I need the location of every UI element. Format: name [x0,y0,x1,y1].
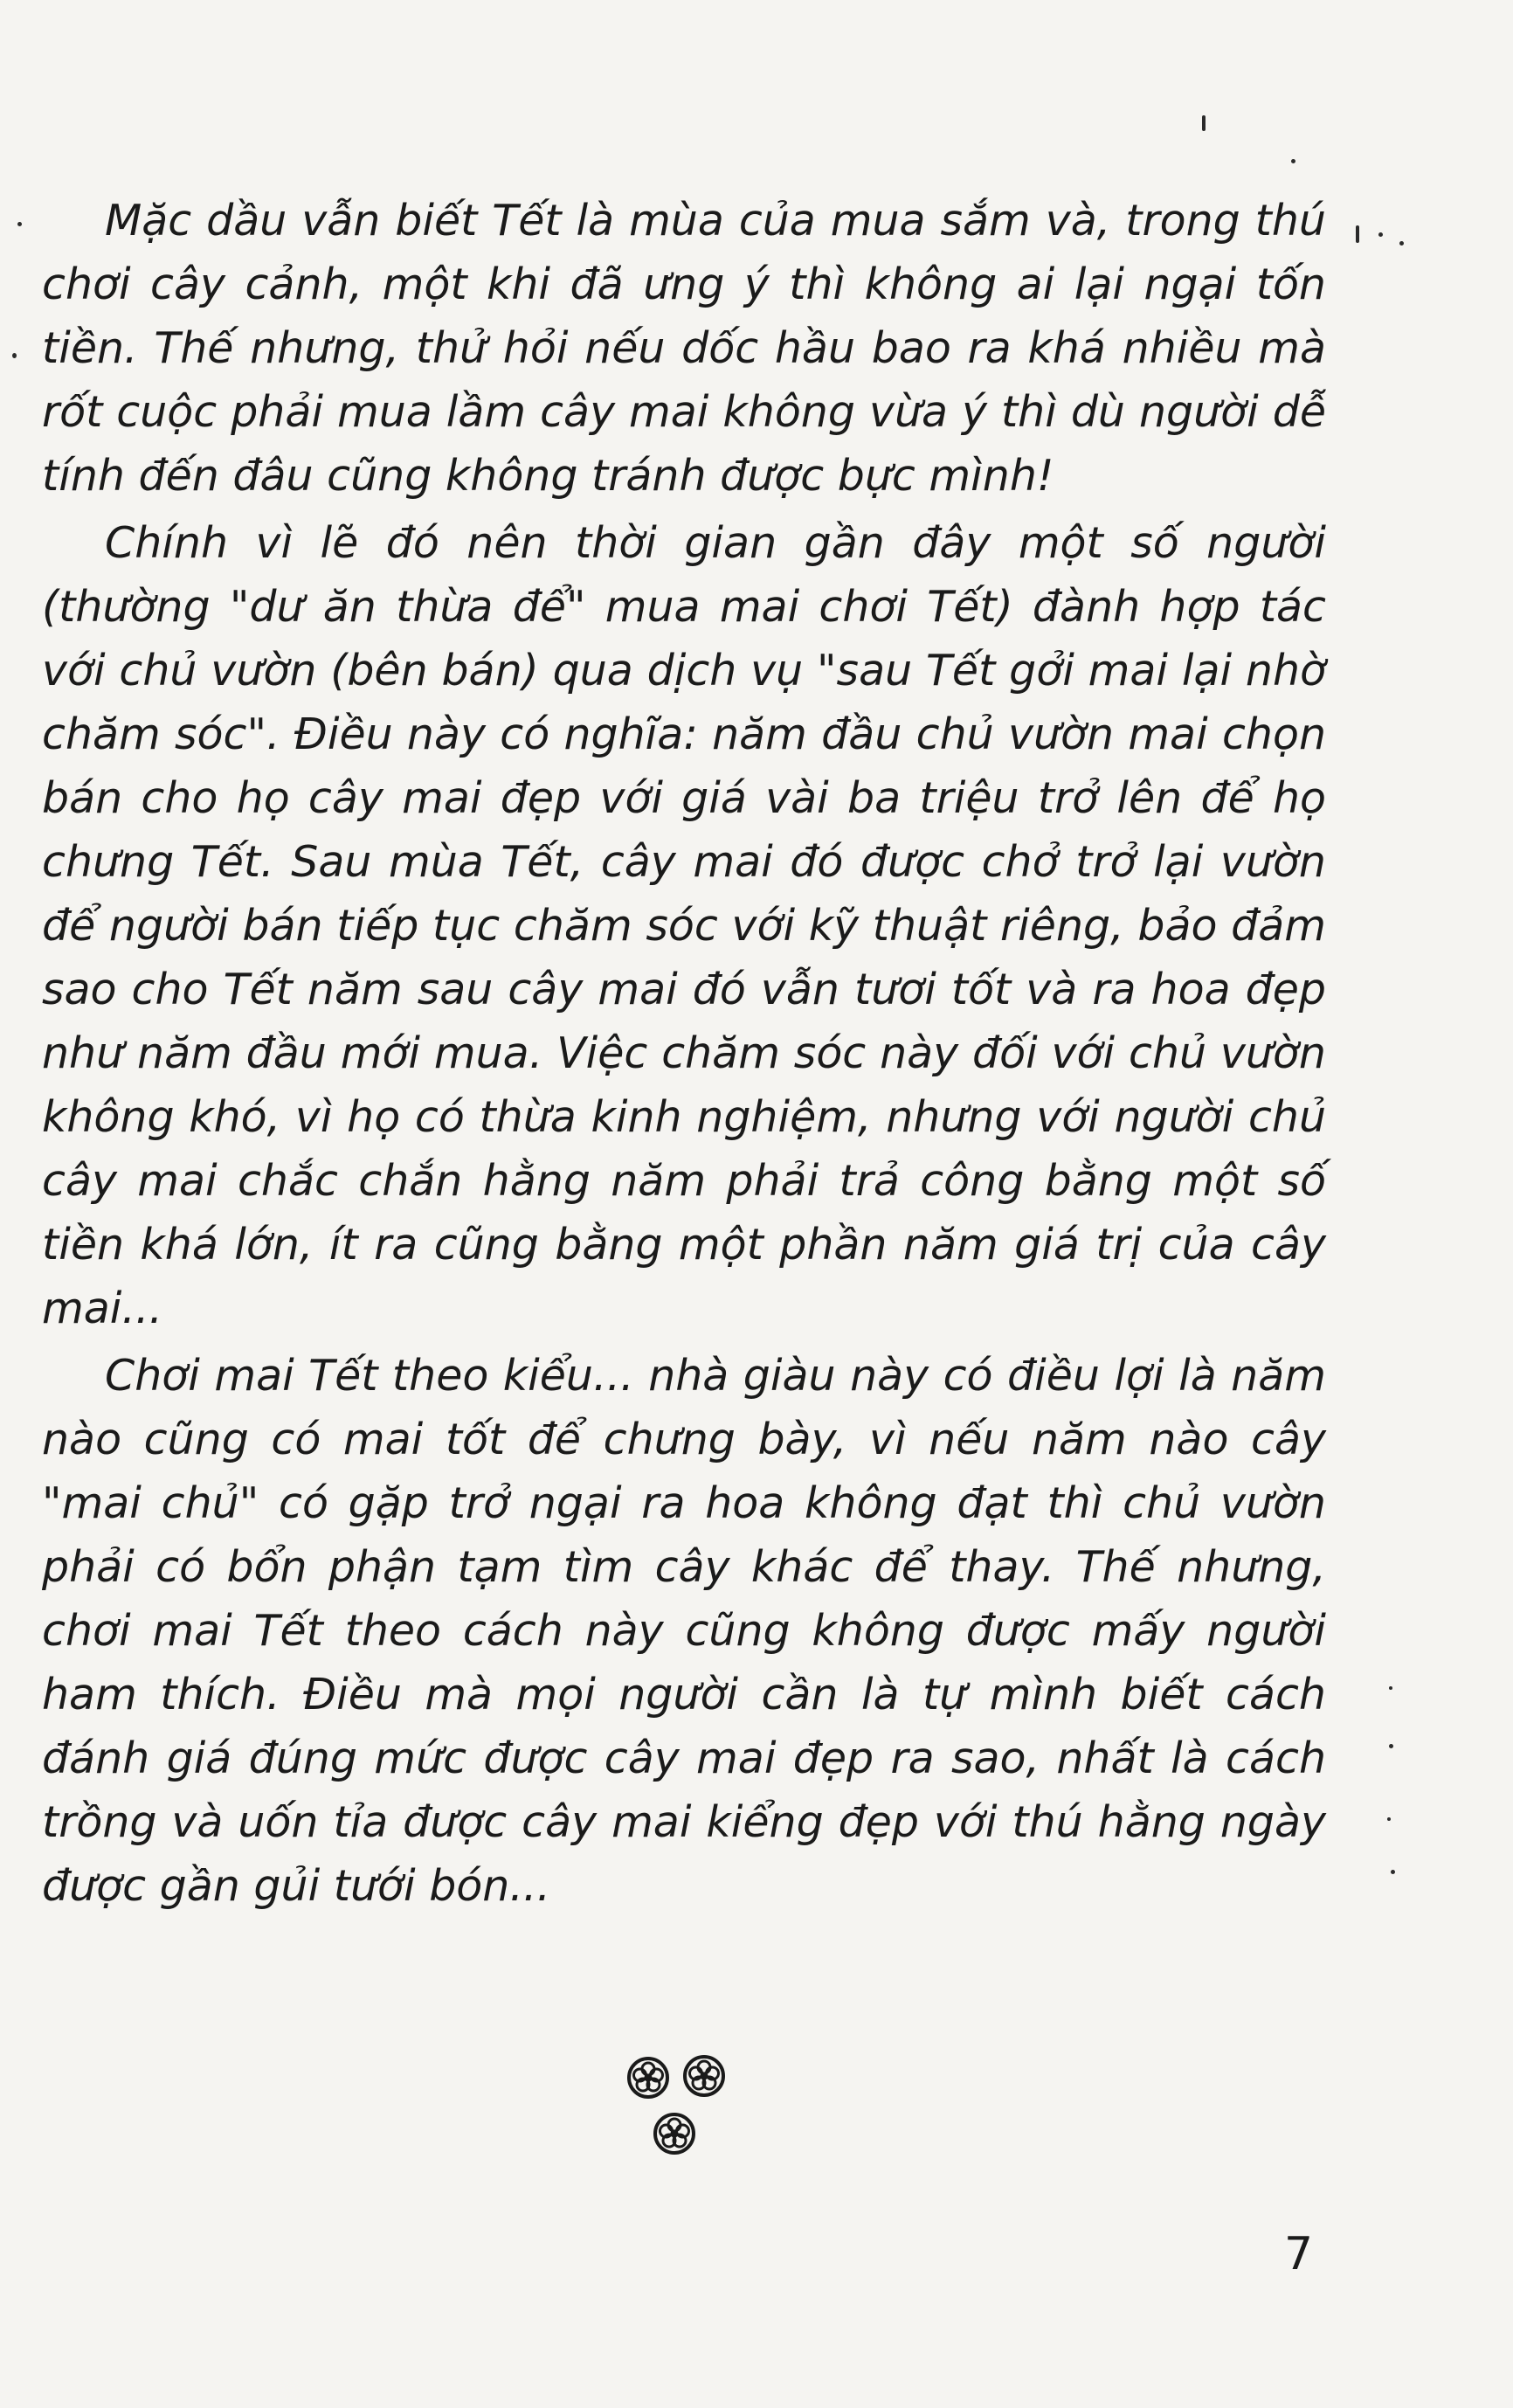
flower-icon [655,2114,694,2153]
paragraph-1: Mặc dầu vẫn biết Tết là mùa của mua sắm và, trong thú chơi cây cảnh, một khi đã ưng ý thì không ai lại ngại tốn tiền. Thế nhưng, thử hỏi nếu dốc hầu bao ra khá nhiều mà rốt cuộc phải mua lầm cây mai không vừa ý thì dù người dễ tính đến đâu cũng không tránh được bực mình! [42,196,1326,501]
paragraph-2: Chính vì lẽ đó nên thời gian gần đây một số người (thường "dư ăn thừa để" mua mai chơi Tết) đành hợp tác với chủ vườn (bên bán) qua dịch vụ "sau Tết gởi mai lại nhờ chăm sóc". Điều này có nghĩa: năm đầu chủ vườn mai chọn bán cho họ cây mai đẹp với giá vài ba triệu trở lên để họ chưng Tết. Sau mùa Tết, cây mai đó được chở trở lại vườn để người bán tiếp tục chăm sóc với kỹ thuật riêng, bảo đảm sao cho Tết năm sau cây mai đó vẫn tươi tốt và ra hoa đẹp như năm đầu mới mua. Việc chăm sóc này đối với chủ vườn không khó, vì họ có thừa kinh nghiệm, nhưng với người chủ cây mai chắc chắn hằng năm phải trả công bằng một số tiền khá lớn, ít ra cũng bằng một phần năm giá trị của cây mai... [42,518,1326,1333]
page-number: 7 [1284,2228,1314,2280]
flower-icon [685,2057,723,2095]
scan-speck [1356,225,1359,243]
scan-speck [1202,115,1206,131]
scan-speck [1387,1817,1391,1821]
flower-icon [629,2059,667,2097]
scan-speck [17,222,22,226]
scan-speck [12,353,17,358]
body-text [42,189,1326,1918]
scan-speck [1378,232,1383,237]
scan-speck [1391,1870,1395,1874]
scan-speck [1389,1744,1393,1748]
scan-speck [1399,241,1404,246]
scan-speck [1389,1686,1392,1690]
three-flower-ornament-icon [618,2050,741,2163]
paragraph-3: Chơi mai Tết theo kiểu... nhà giàu này có điều lợi là năm nào cũng có mai tốt để chưng bày, vì nếu năm nào cây "mai chủ" có gặp trở ngại ra hoa không đạt thì chủ vườn phải có bổn phận tạm tìm cây khác để thay. Thế nhưng, chơi mai Tết theo cách này cũng không được mấy người ham thích. Điều mà mọi người cần là tự mình biết cách đánh giá đúng mức được cây mai đẹp ra sao, nhất là cách trồng và uốn tỉa được cây mai kiểng đẹp với thú hằng ngày được gần gủi tưới bón... [42,1351,1326,1911]
scan-speck [1291,159,1295,163]
